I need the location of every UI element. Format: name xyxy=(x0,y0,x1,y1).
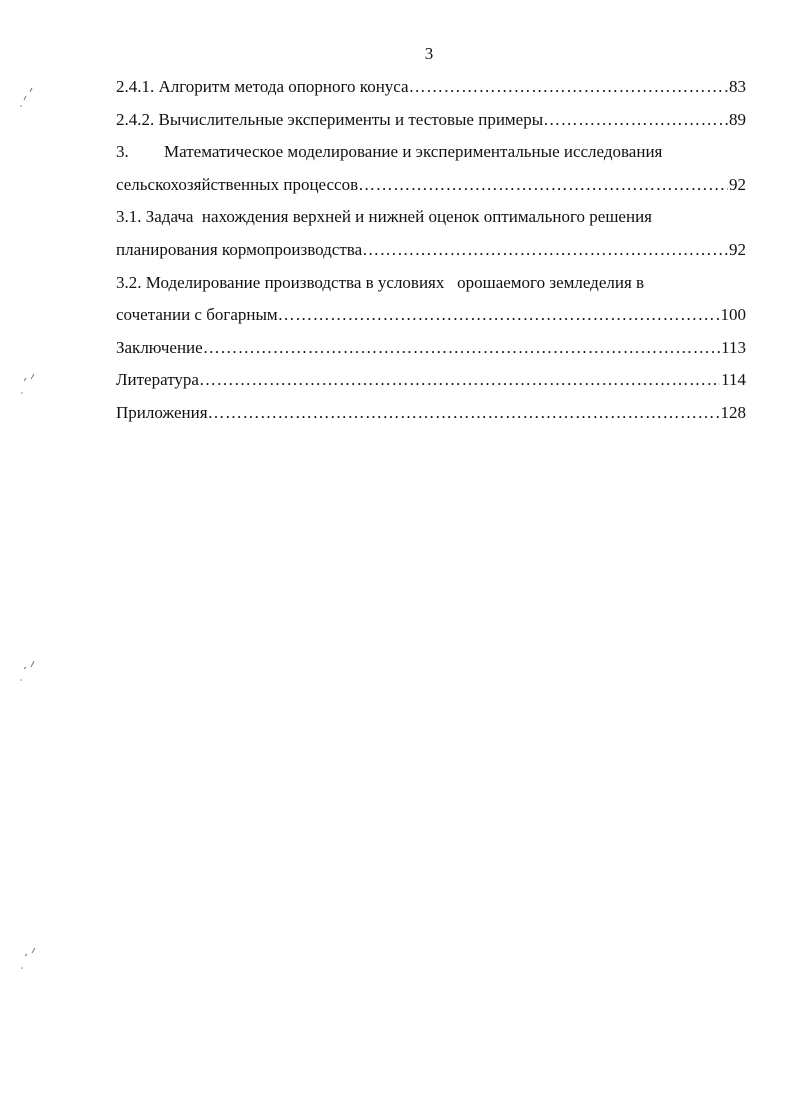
toc-entry-title-cont: сельскохозяйственных процессов xyxy=(116,174,359,194)
toc-entry-title: 3.1. Задача нахождения верхней и нижней оценок оптимального решения xyxy=(116,207,652,227)
toc-entry[interactable] xyxy=(116,332,746,365)
toc-entry-title: Литература xyxy=(116,370,199,390)
page-number: 3 xyxy=(424,44,434,63)
toc-entry-page: 113 xyxy=(721,337,746,357)
toc-entry-title: Математическое моделирование и экспериментальные исследования xyxy=(164,142,663,162)
toc-entry[interactable] xyxy=(116,364,746,397)
toc-entry[interactable] xyxy=(116,104,746,137)
leader-dots xyxy=(543,104,728,137)
leader-dots xyxy=(409,71,728,104)
scan-mark xyxy=(12,368,42,398)
toc-entry-heading-line[interactable] xyxy=(116,201,746,234)
toc-entry-continuation[interactable] xyxy=(116,299,746,332)
toc-entry-title-cont: планирования кормопроизводства xyxy=(116,239,363,259)
toc-entry-title: 2.4.1. Алгоритм метода опорного конуса xyxy=(116,77,409,96)
toc-entry-page: 114 xyxy=(721,370,746,390)
toc-entry[interactable] xyxy=(116,397,746,430)
scan-mark xyxy=(12,942,42,972)
toc-entry[interactable] xyxy=(116,71,746,104)
leader-dots xyxy=(203,332,720,365)
scan-mark xyxy=(12,82,42,112)
leader-dots xyxy=(362,234,728,267)
toc-entry-title: 2.4.2. Вычислительные эксперименты и тестовые примеры xyxy=(116,109,544,129)
scan-mark xyxy=(12,655,42,685)
toc-entry-title-cont: сочетании с богарным xyxy=(116,305,278,325)
toc-entry-page: 128 xyxy=(720,402,746,422)
toc-entry-title: Приложения xyxy=(116,402,208,422)
leader-dots xyxy=(199,364,720,397)
leader-dots xyxy=(278,299,720,332)
toc-entry-page: 89 xyxy=(729,109,746,129)
toc-entry-heading-line[interactable] xyxy=(116,136,746,169)
leader-dots xyxy=(208,397,720,430)
toc-entry-page: 92 xyxy=(729,239,746,259)
toc-entry-heading-line[interactable] xyxy=(116,267,746,300)
toc-entry-page: 92 xyxy=(729,174,746,194)
toc-entry-title: Заключение xyxy=(116,337,203,357)
leader-dots xyxy=(358,169,728,202)
toc-entry-page: 83 xyxy=(729,77,746,96)
toc-entry-page: 100 xyxy=(720,305,746,325)
section-number: 3. xyxy=(116,142,129,162)
toc-entry-continuation[interactable] xyxy=(116,234,746,267)
toc-entry-title: 3.2. Моделирование производства в условиях орошаемого земледелия в xyxy=(116,272,645,292)
table-of-contents xyxy=(116,71,746,430)
toc-entry-continuation[interactable] xyxy=(116,169,746,202)
